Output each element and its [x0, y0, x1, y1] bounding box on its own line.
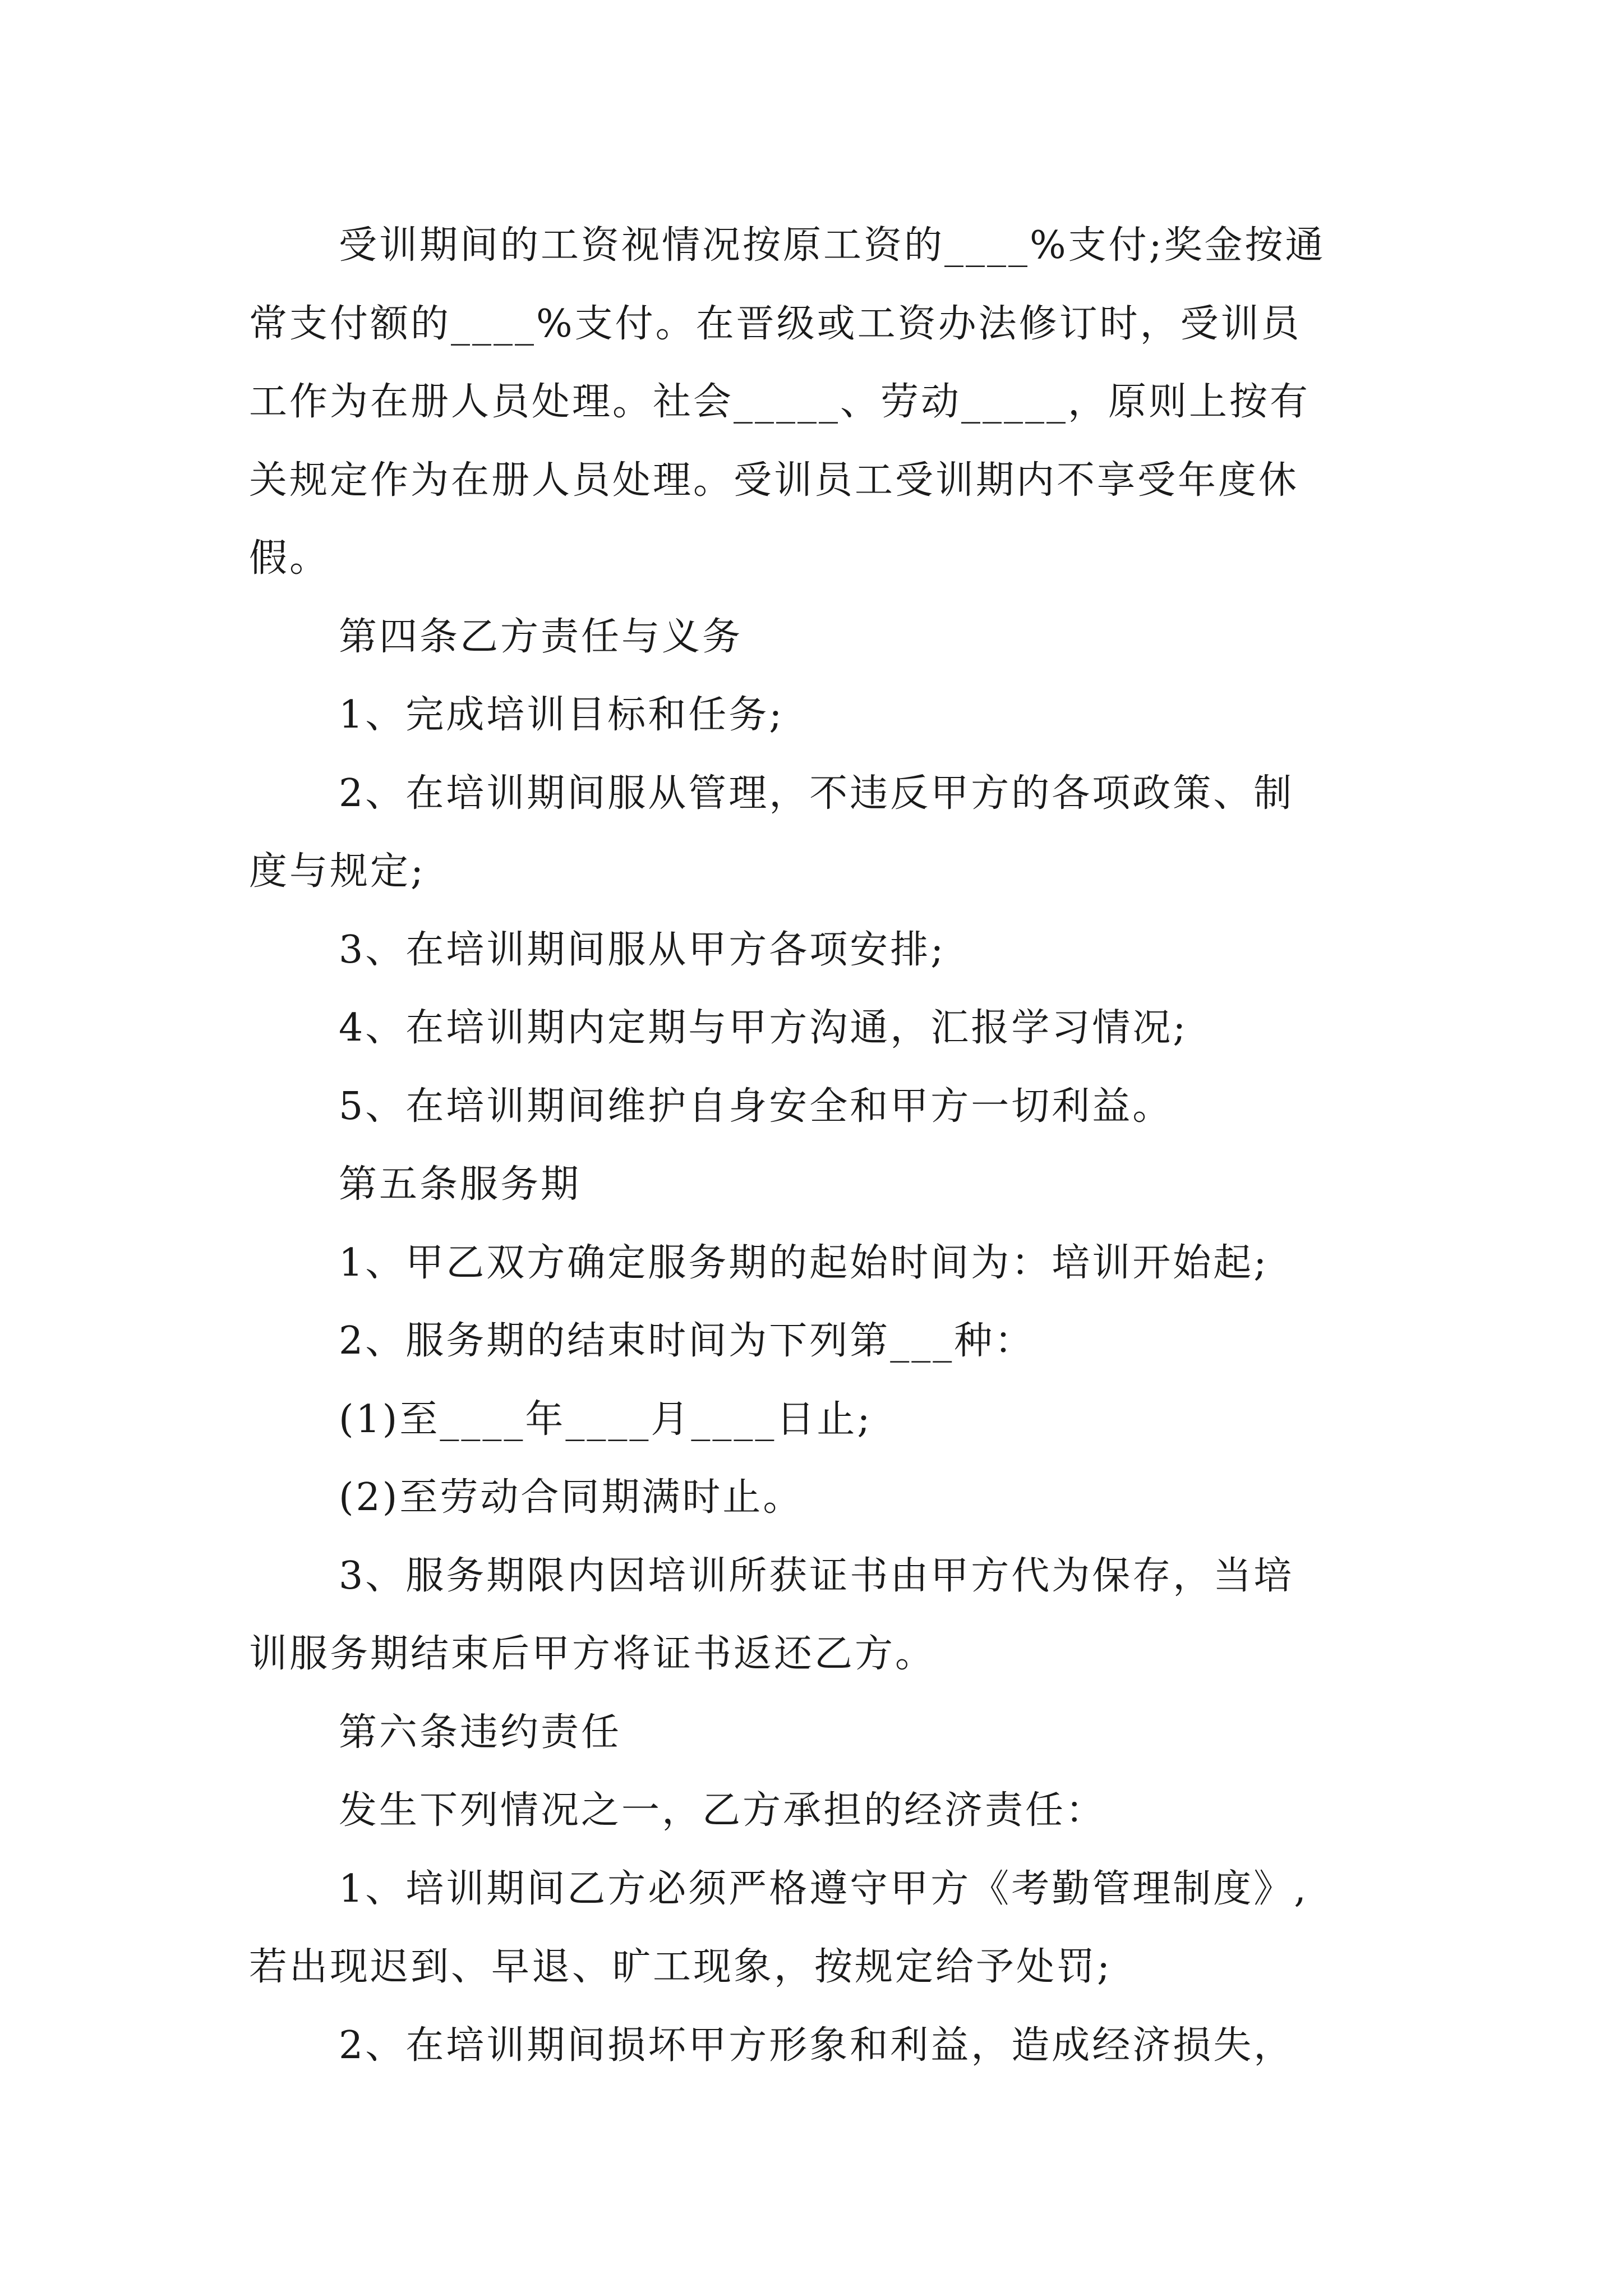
list-item: 5、在培训期间维护自身安全和甲方一切利益。 [339, 1084, 1173, 1129]
section-heading: 第六条违约责任 [339, 1710, 622, 1755]
paragraph-line: 关规定作为在册人员处理。受训员工受训期内不享受年度休 [249, 458, 1299, 503]
list-item: (2)至劳动合同期满时止。 [339, 1475, 804, 1520]
section-heading: 第五条服务期 [339, 1162, 582, 1207]
list-item: 4、在培训期内定期与甲方沟通，汇报学习情况; [339, 1006, 1188, 1050]
list-item: 2、在培训期间损坏甲方形象和利益，造成经济损失， [339, 2023, 1294, 2068]
list-item: 2、在培训期间服从管理，不违反甲方的各项政策、制 [339, 771, 1294, 816]
list-item: 1、甲乙双方确定服务期的起始时间为：培训开始起; [339, 1240, 1269, 1285]
paragraph-line: 受训期间的工资视情况按原工资的____%支付;奖金按通 [339, 223, 1326, 268]
list-item: (1)至____年____月____日止; [339, 1397, 873, 1442]
list-item: 3、服务期限内因培训所获证书由甲方代为保存，当培 [339, 1553, 1294, 1598]
paragraph-line: 常支付额的____%支付。在晋级或工资办法修订时，受训员 [249, 301, 1302, 346]
list-item: 3、在培训期间服从甲方各项安排; [339, 927, 946, 972]
paragraph-line: 工作为在册人员处理。社会_____、劳动_____，原则上按有 [249, 380, 1311, 424]
document-body [249, 206, 1386, 2085]
section-heading: 第四条乙方责任与义务 [339, 614, 743, 659]
list-item: 1、培训期间乙方必须严格遵守甲方《考勤管理制度》, [339, 1866, 1308, 1911]
paragraph-line: 发生下列情况之一，乙方承担的经济责任： [339, 1788, 1106, 1833]
paragraph-line: 假。 [249, 536, 330, 581]
list-item: 1、完成培训目标和任务; [339, 693, 785, 737]
list-item-continuation: 度与规定; [249, 849, 426, 894]
list-item-continuation: 若出现迟到、早退、旷工现象，按规定给予处罚; [249, 1945, 1112, 1989]
list-item-continuation: 训服务期结束后甲方将证书返还乙方。 [249, 1632, 936, 1676]
list-item: 2、服务期的结束时间为下列第___种： [339, 1319, 1035, 1363]
